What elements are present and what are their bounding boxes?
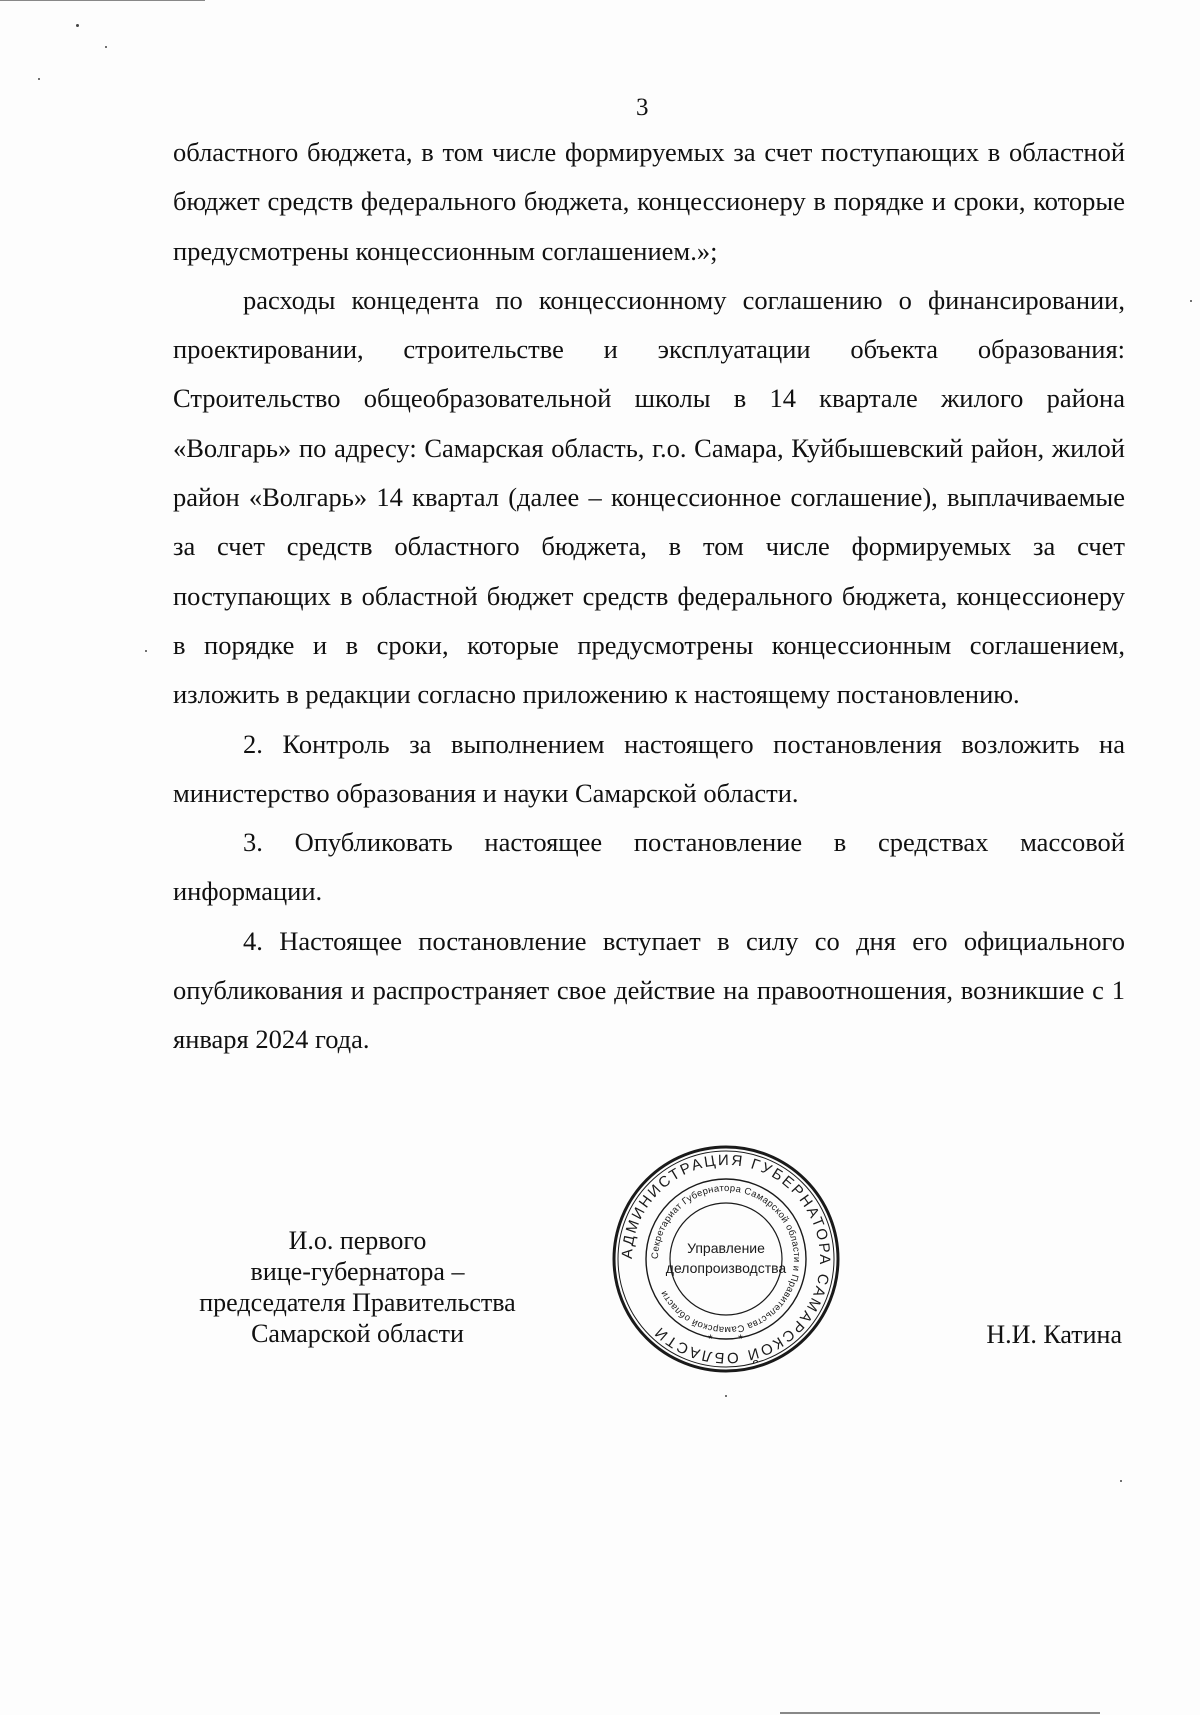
official-seal xyxy=(610,1143,842,1375)
paragraph-item-3: 3. Опубликовать настоящее постановление в средствах массовой информации. xyxy=(173,827,1125,907)
scan-speck xyxy=(1120,1480,1122,1482)
paragraph-continuation: областного бюджета, в том числе формируемых за счет поступающих в областной бюджет средств федерального бюджета, концессионеру в порядке и сроки, которые предусмотрены концессионным соглашением.»; xyxy=(173,137,1125,266)
signatory-title xyxy=(170,1225,545,1349)
scan-speck xyxy=(105,46,107,48)
scan-edge-bottom xyxy=(780,1712,1100,1714)
scan-edge-top xyxy=(0,0,205,1)
signatory-title-line: И.о. первого xyxy=(288,1226,427,1255)
scan-speck xyxy=(38,78,40,80)
signatory-title-line: Самарской области xyxy=(251,1319,464,1348)
document-body xyxy=(173,128,1125,1065)
scan-speck xyxy=(725,1395,727,1397)
seal-star: * xyxy=(708,1332,713,1346)
seal-center-line: Управление xyxy=(687,1240,765,1256)
signatory-title-line: вице-губернатора – xyxy=(250,1257,465,1286)
scan-speck xyxy=(1190,300,1192,302)
seal-center-line: делопроизводства xyxy=(665,1260,787,1276)
seal-inner-text: Секретариат Губернатора Самарской области и Правительства Самарской области xyxy=(649,1182,803,1336)
paragraph-item-2: 2. Контроль за выполнением настоящего постановления возложить на министерство образования и науки Самарской области. xyxy=(173,728,1125,808)
signatory-name: Н.И. Катина xyxy=(986,1320,1122,1349)
page-number: 3 xyxy=(636,94,649,121)
seal-outer-text: АДМИНИСТРАЦИЯ ГУБЕРНАТОРА САМАРСКОЙ ОБЛАСТИ xyxy=(618,1151,834,1367)
scan-speck xyxy=(145,650,147,652)
scan-speck xyxy=(76,24,79,27)
paragraph-item-4: 4. Настоящее постановление вступает в силу со дня его официального опубликования и распространяет свое действие на правоотношения, возникшие с 1 января 2024 года. xyxy=(173,925,1125,1055)
seal-graphic xyxy=(610,1143,842,1375)
seal-star: * xyxy=(738,1332,743,1346)
signatory-title-line: председателя Правительства xyxy=(199,1288,516,1317)
paragraph-expenses: расходы концедента по концессионному соглашению о финансировании, проектировании, строительстве и эксплуатации объекта образования: Строительство общеобразовательной школы в 14 квартале жилого района «Волгарь» по адресу: Самарская область, г.о. Самара, Куйбышевский район, жилой район «Волгарь» 14 квартал (далее – концессионное соглашение), выплачиваемые за счет средств областного бюджета, в том числе формируемых за счет поступающих в областной бюджет средств федерального бюджета, концессионеру в порядке и в сроки, которые предусмотрены концессионным соглашением, изложить в редакции согласно приложению к настоящему постановлению. xyxy=(173,284,1125,710)
